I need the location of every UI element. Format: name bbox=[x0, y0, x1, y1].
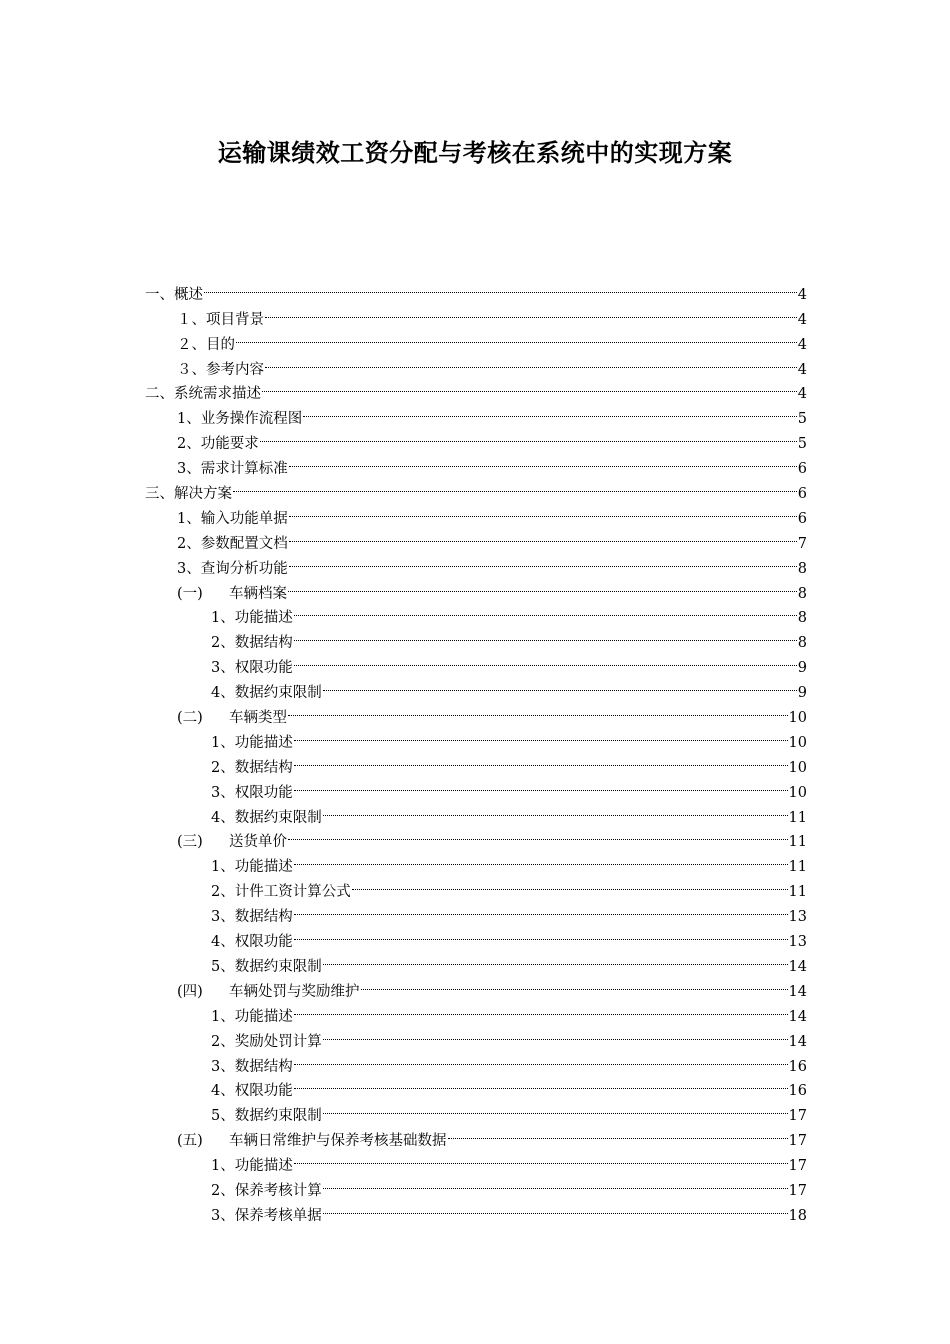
toc-page-number: 17 bbox=[788, 1182, 807, 1199]
toc-entry-number: 1、 bbox=[177, 510, 201, 527]
toc-entry-number: 2、 bbox=[211, 884, 235, 901]
toc-page-number: 6 bbox=[797, 486, 807, 503]
toc-page-number: 14 bbox=[788, 958, 807, 975]
toc-entry-number: 5、 bbox=[211, 958, 235, 975]
toc-entry-label: 目的 bbox=[206, 336, 235, 353]
toc-entry-number: 2、 bbox=[211, 1182, 235, 1199]
toc-entry-label: 数据约束限制 bbox=[234, 685, 322, 702]
toc-page-number: 10 bbox=[788, 710, 807, 727]
toc-dot-leader bbox=[294, 1046, 788, 1071]
toc-entry-label: 功能描述 bbox=[234, 1008, 293, 1025]
toc-entry-number: 一、 bbox=[145, 286, 174, 303]
toc-page-number: 10 bbox=[788, 784, 807, 801]
toc-entry-number: 1、 bbox=[211, 1008, 235, 1025]
toc-entry-label: 解决方案 bbox=[174, 486, 232, 503]
toc-entry-number: 2、 bbox=[177, 535, 201, 552]
toc-page-number: 4 bbox=[797, 386, 807, 403]
toc-entry-label: 送货单价 bbox=[229, 834, 287, 851]
toc-entry-label: 权限功能 bbox=[234, 784, 293, 801]
toc-page-number: 10 bbox=[788, 759, 807, 776]
toc-entry[interactable] bbox=[145, 274, 807, 303]
toc-dot-leader bbox=[352, 871, 788, 896]
toc-dot-leader bbox=[294, 772, 788, 797]
toc-page-number: 13 bbox=[788, 909, 807, 926]
toc-page-number: 13 bbox=[788, 934, 807, 951]
toc-entry-label: 项目背景 bbox=[206, 311, 264, 328]
toc-dot-leader bbox=[294, 896, 788, 921]
toc-entry-number: 1、 bbox=[211, 734, 235, 751]
toc-entry-label: 奖励处罚计算 bbox=[234, 1033, 322, 1050]
toc-page-number: 4 bbox=[797, 336, 807, 353]
toc-entry-label: 数据结构 bbox=[234, 759, 293, 776]
toc-entry-label: 需求计算标准 bbox=[200, 461, 288, 478]
toc-dot-leader bbox=[294, 647, 797, 672]
toc-entry-number: 二、 bbox=[145, 386, 174, 403]
toc-entry-label: 计件工资计算公式 bbox=[234, 884, 351, 901]
toc-entry-number: 1、 bbox=[211, 1158, 235, 1175]
toc-page-number: 8 bbox=[797, 610, 807, 627]
toc-entry[interactable] bbox=[145, 349, 807, 378]
toc-dot-leader bbox=[294, 1145, 788, 1170]
toc-dot-leader bbox=[289, 448, 797, 473]
toc-page-number: 17 bbox=[788, 1108, 807, 1125]
toc-entry[interactable] bbox=[145, 498, 807, 527]
toc-entry-label: 功能描述 bbox=[234, 734, 293, 751]
toc-entry-number: 3、 bbox=[211, 784, 235, 801]
toc-entry-label: 查询分析功能 bbox=[200, 560, 288, 577]
toc-entry-number: 2、 bbox=[177, 436, 201, 453]
toc-page-number: 5 bbox=[797, 436, 807, 453]
toc-entry-number: 2、 bbox=[211, 759, 235, 776]
toc-dot-leader bbox=[265, 299, 797, 324]
toc-dot-leader bbox=[294, 996, 788, 1021]
toc-entry-label: 数据结构 bbox=[234, 635, 293, 652]
toc-entry-number: ３、 bbox=[177, 361, 206, 378]
toc-entry-number: 4、 bbox=[211, 1083, 235, 1100]
toc-page-number: 4 bbox=[797, 311, 807, 328]
toc-dot-leader bbox=[448, 1120, 788, 1145]
toc-entry-label: 参数配置文档 bbox=[200, 535, 288, 552]
toc-page-number: 17 bbox=[788, 1133, 807, 1150]
toc-dot-leader bbox=[294, 598, 797, 623]
toc-dot-leader bbox=[204, 274, 797, 299]
toc-dot-leader bbox=[294, 1071, 788, 1096]
toc-entry-label: 业务操作流程图 bbox=[200, 411, 303, 428]
toc-page-number: 18 bbox=[788, 1207, 807, 1224]
toc-page-number: 5 bbox=[797, 411, 807, 428]
toc-entry-number: ２、 bbox=[177, 336, 206, 353]
toc-dot-leader bbox=[294, 921, 788, 946]
toc-entry-number: 5、 bbox=[211, 1108, 235, 1125]
table-of-contents bbox=[145, 274, 807, 1224]
toc-entry[interactable] bbox=[145, 324, 807, 353]
toc-dot-leader bbox=[294, 622, 797, 647]
toc-dot-leader bbox=[288, 573, 797, 598]
toc-page-number: 4 bbox=[797, 286, 807, 303]
toc-entry-label: 输入功能单据 bbox=[200, 510, 288, 527]
toc-entry-number: (三) bbox=[177, 834, 203, 851]
toc-entry-label: 数据结构 bbox=[234, 1058, 293, 1075]
toc-page-number: 4 bbox=[797, 361, 807, 378]
toc-page-number: 8 bbox=[797, 585, 807, 602]
toc-dot-leader bbox=[294, 747, 788, 772]
toc-page-number: 8 bbox=[797, 635, 807, 652]
toc-page-number: 11 bbox=[788, 884, 807, 901]
toc-entry-number: (四) bbox=[177, 983, 203, 1000]
toc-dot-leader bbox=[323, 1170, 788, 1195]
toc-page-number: 6 bbox=[797, 510, 807, 527]
toc-page-number: 9 bbox=[797, 660, 807, 677]
toc-entry-label: 车辆处罚与奖励维护 bbox=[229, 983, 360, 1000]
toc-page-number: 16 bbox=[788, 1058, 807, 1075]
toc-dot-leader bbox=[288, 697, 788, 722]
toc-entry-number: １、 bbox=[177, 311, 206, 328]
toc-entry-number: 1、 bbox=[211, 610, 235, 627]
toc-entry-number: 3、 bbox=[177, 461, 201, 478]
toc-page-number: 16 bbox=[788, 1083, 807, 1100]
toc-dot-leader bbox=[294, 846, 788, 871]
toc-entry-label: 权限功能 bbox=[234, 1083, 293, 1100]
toc-entry-label: 数据约束限制 bbox=[234, 809, 322, 826]
toc-page-number: 8 bbox=[797, 560, 807, 577]
toc-page-number: 6 bbox=[797, 461, 807, 478]
toc-page-number: 17 bbox=[788, 1158, 807, 1175]
toc-dot-leader bbox=[288, 822, 788, 847]
toc-entry-label: 数据结构 bbox=[234, 909, 293, 926]
toc-dot-leader bbox=[361, 971, 788, 996]
toc-dot-leader bbox=[323, 1095, 788, 1120]
toc-entry-number: 3、 bbox=[211, 909, 235, 926]
toc-dot-leader bbox=[289, 523, 797, 548]
toc-entry-label: 参考内容 bbox=[206, 361, 264, 378]
toc-page-number: 9 bbox=[797, 685, 807, 702]
toc-entry-number: 1、 bbox=[211, 859, 235, 876]
toc-entry-label: 系统需求描述 bbox=[174, 386, 261, 403]
toc-dot-leader bbox=[303, 398, 797, 423]
toc-dot-leader bbox=[323, 1021, 788, 1046]
toc-page-number: 11 bbox=[788, 834, 807, 851]
toc-dot-leader bbox=[323, 1195, 788, 1220]
toc-entry-number: (二) bbox=[177, 710, 203, 727]
toc-entry-label: 权限功能 bbox=[234, 660, 293, 677]
toc-dot-leader bbox=[289, 498, 797, 523]
toc-entry-number: 3、 bbox=[211, 1207, 235, 1224]
toc-entry-number: 4、 bbox=[211, 809, 235, 826]
toc-entry-label: 功能描述 bbox=[234, 1158, 293, 1175]
toc-page-number: 11 bbox=[788, 809, 807, 826]
toc-entry-number: (一) bbox=[177, 585, 203, 602]
toc-entry-number: 1、 bbox=[177, 411, 201, 428]
toc-entry-label: 功能要求 bbox=[200, 436, 259, 453]
toc-dot-leader bbox=[260, 423, 797, 448]
toc-page-number: 14 bbox=[788, 1008, 807, 1025]
toc-dot-leader bbox=[233, 473, 797, 498]
toc-dot-leader bbox=[323, 946, 788, 971]
toc-dot-leader bbox=[323, 672, 797, 697]
toc-entry-number: 3、 bbox=[211, 660, 235, 677]
toc-entry-label: 车辆日常维护与保养考核基础数据 bbox=[229, 1133, 447, 1150]
toc-entry-number: 2、 bbox=[211, 635, 235, 652]
toc-dot-leader bbox=[265, 349, 797, 374]
toc-page-number: 14 bbox=[788, 1033, 807, 1050]
toc-dot-leader bbox=[323, 797, 788, 822]
toc-entry-number: 3、 bbox=[177, 560, 201, 577]
toc-entry-label: 功能描述 bbox=[234, 610, 293, 627]
toc-dot-leader bbox=[236, 324, 797, 349]
toc-entry-label: 功能描述 bbox=[234, 859, 293, 876]
toc-entry-number: 3、 bbox=[211, 1058, 235, 1075]
toc-page-number: 7 bbox=[797, 535, 807, 552]
toc-entry-label: 保养考核计算 bbox=[234, 1182, 322, 1199]
toc-entry-number: 4、 bbox=[211, 934, 235, 951]
toc-entry-label: 车辆档案 bbox=[229, 585, 287, 602]
toc-page-number: 14 bbox=[788, 983, 807, 1000]
toc-entry-label: 数据约束限制 bbox=[234, 958, 322, 975]
toc-dot-leader bbox=[289, 548, 797, 573]
toc-entry-number: 2、 bbox=[211, 1033, 235, 1050]
toc-dot-leader bbox=[294, 722, 788, 747]
toc-entry-number: 三、 bbox=[145, 486, 174, 503]
toc-entry[interactable] bbox=[145, 299, 807, 328]
toc-page-number: 11 bbox=[788, 859, 807, 876]
toc-entry[interactable] bbox=[145, 473, 807, 503]
toc-entry-label: 权限功能 bbox=[234, 934, 293, 951]
toc-entry-label: 车辆类型 bbox=[229, 710, 287, 727]
toc-entry-label: 数据约束限制 bbox=[234, 1108, 322, 1125]
document-title: 运输课绩效工资分配与考核在系统中的实现方案 bbox=[217, 138, 733, 167]
toc-entry-label: 保养考核单据 bbox=[234, 1207, 322, 1224]
toc-dot-leader bbox=[262, 374, 797, 399]
toc-entry-label: 概述 bbox=[174, 286, 203, 303]
toc-page-number: 10 bbox=[788, 734, 807, 751]
toc-entry-number: 4、 bbox=[211, 685, 235, 702]
toc-entry-number: (五) bbox=[177, 1133, 203, 1150]
